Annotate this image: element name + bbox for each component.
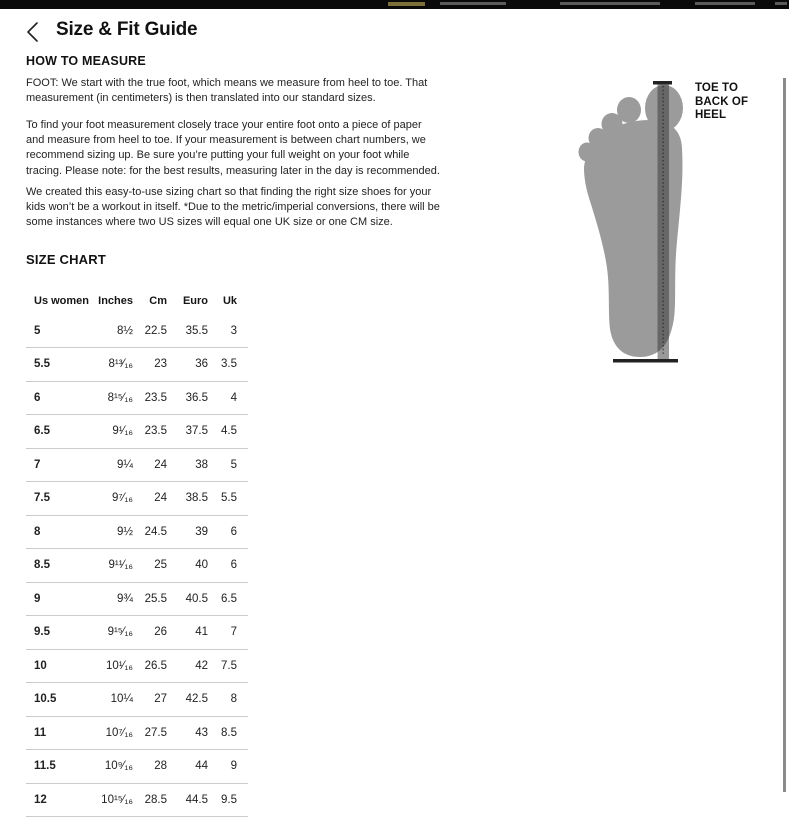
inches-cell: 10¹⁄₁₆ (92, 649, 133, 683)
inches-cell: 10⁷⁄₁₆ (92, 716, 133, 750)
us-women-cell: 9.5 (26, 616, 92, 650)
euro-cell: 40.5 (167, 582, 208, 616)
us-women-cell: 6.5 (26, 415, 92, 449)
size-chart-body (26, 314, 248, 817)
table-row (26, 616, 248, 650)
uk-cell: 5.5 (208, 482, 248, 516)
euro-cell: 36 (167, 348, 208, 382)
inches-cell: 9¹⁵⁄₁₆ (92, 616, 133, 650)
cm-cell: 25 (133, 549, 167, 583)
cm-cell: 26.5 (133, 649, 167, 683)
uk-cell: 9.5 (208, 783, 248, 817)
uk-cell: 4 (208, 381, 248, 415)
us-women-cell: 10 (26, 649, 92, 683)
us-women-cell: 11.5 (26, 750, 92, 784)
us-women-cell: 8.5 (26, 549, 92, 583)
euro-cell: 44 (167, 750, 208, 784)
inches-cell: 9¼ (92, 448, 133, 482)
inches-cell: 9½ (92, 515, 133, 549)
euro-cell: 38 (167, 448, 208, 482)
col-header-us-women: Us women (34, 295, 90, 307)
euro-cell: 42 (167, 649, 208, 683)
measure-paragraph-tracing: To find your foot measurement closely trace your entire foot onto a piece of paper and measure from heel to toe. If your measurement is between chart numbers, we recommend sizing up. Be sure you’re putting your full weight on your foot while tracing. Please note: for the best results, measuring later in the day is recommended. (26, 119, 440, 177)
uk-cell: 7.5 (208, 649, 248, 683)
inches-cell: 9¹⁄₁₆ (92, 415, 133, 449)
us-women-cell: 6 (26, 381, 92, 415)
us-women-cell: 5.5 (26, 348, 92, 382)
table-row (26, 482, 248, 516)
inches-cell: 9¹¹⁄₁₆ (92, 549, 133, 583)
how-to-measure-heading: HOW TO MEASURE (26, 54, 146, 68)
uk-cell: 6.5 (208, 582, 248, 616)
table-row (26, 582, 248, 616)
browser-top-strip (0, 0, 789, 9)
table-row (26, 549, 248, 583)
uk-cell: 6 (208, 515, 248, 549)
euro-cell: 42.5 (167, 683, 208, 717)
inches-cell: 10¹⁵⁄₁₆ (92, 783, 133, 817)
table-row (26, 716, 248, 750)
col-header-uk: Uk (222, 295, 237, 307)
table-row (26, 683, 248, 717)
table-row (26, 515, 248, 549)
inches-cell: 9¾ (92, 582, 133, 616)
cm-cell: 28 (133, 750, 167, 784)
euro-cell: 41 (167, 616, 208, 650)
foot-measurement-illustration (560, 60, 789, 370)
top-strip-badge (388, 2, 425, 6)
scrollbar-thumb[interactable] (783, 78, 786, 792)
table-row (26, 649, 248, 683)
back-button[interactable] (24, 20, 44, 44)
cm-cell: 24 (133, 482, 167, 516)
size-chart-header (26, 288, 248, 314)
cm-cell: 26 (133, 616, 167, 650)
inches-cell: 8½ (92, 314, 133, 348)
table-row (26, 448, 248, 482)
euro-cell: 40 (167, 549, 208, 583)
uk-cell: 3.5 (208, 348, 248, 382)
euro-cell: 43 (167, 716, 208, 750)
measure-paragraph-conversions: We created this easy-to-use sizing chart so that finding the right size shoes for your kids won’t be a workout in itself. *Due to the metric/imperial conversions, there will be some instances where two US sizes will equal one UK size or one CM size. (26, 186, 440, 229)
cm-cell: 28.5 (133, 783, 167, 817)
label-line: TOE TO (695, 82, 738, 94)
table-row (26, 348, 248, 382)
top-strip-text-fragment (440, 2, 506, 5)
table-row (26, 783, 248, 817)
cm-cell: 22.5 (133, 314, 167, 348)
uk-cell: 4.5 (208, 415, 248, 449)
cm-cell: 24.5 (133, 515, 167, 549)
col-header-inches: Inches (98, 295, 133, 307)
table-row (26, 750, 248, 784)
cm-cell: 23.5 (133, 381, 167, 415)
inches-cell: 10¼ (92, 683, 133, 717)
cm-cell: 24 (133, 448, 167, 482)
uk-cell: 5 (208, 448, 248, 482)
uk-cell: 3 (208, 314, 248, 348)
col-header-euro: Euro (182, 295, 208, 307)
us-women-cell: 5 (26, 314, 92, 348)
us-women-cell: 11 (26, 716, 92, 750)
top-strip-text-fragment (775, 2, 787, 5)
us-women-cell: 9 (26, 582, 92, 616)
us-women-cell: 10.5 (26, 683, 92, 717)
table-row (26, 415, 248, 449)
ruler-top-cap (653, 81, 672, 85)
inches-cell: 10⁹⁄₁₆ (92, 750, 133, 784)
euro-cell: 37.5 (167, 415, 208, 449)
uk-cell: 8.5 (208, 716, 248, 750)
ruler-bottom-cap (613, 359, 678, 363)
label-line: BACK OF (695, 95, 749, 108)
euro-cell: 36.5 (167, 381, 208, 415)
us-women-cell: 12 (26, 783, 92, 817)
cm-cell: 23 (133, 348, 167, 382)
uk-cell: 9 (208, 750, 248, 784)
label-line: HEEL (695, 109, 727, 121)
euro-cell: 38.5 (167, 482, 208, 516)
us-women-cell: 7 (26, 448, 92, 482)
euro-cell: 39 (167, 515, 208, 549)
euro-cell: 35.5 (167, 314, 208, 348)
inches-cell: 8¹³⁄₁₆ (92, 348, 133, 382)
euro-cell: 44.5 (167, 783, 208, 817)
table-row (26, 381, 248, 415)
chevron-left-icon (24, 20, 44, 44)
page-title: Size & Fit Guide (56, 19, 198, 40)
cm-cell: 27 (133, 683, 167, 717)
col-header-cm: Cm (149, 295, 167, 307)
uk-cell: 8 (208, 683, 248, 717)
top-strip-text-fragment (695, 2, 755, 5)
header-row (26, 288, 248, 314)
measure-paragraph-foot: FOOT: We start with the true foot, which means we measure from heel to toe. That measurement (in centimeters) is then translated into our standard sizes. (26, 77, 428, 105)
toe-to-heel-label (695, 82, 748, 123)
inches-cell: 9⁷⁄₁₆ (92, 482, 133, 516)
top-strip-text-fragment (560, 2, 660, 5)
table-row (26, 314, 248, 348)
us-women-cell: 8 (26, 515, 92, 549)
size-chart-heading: SIZE CHART (26, 252, 106, 267)
inches-cell: 8¹⁵⁄₁₆ (92, 381, 133, 415)
uk-cell: 7 (208, 616, 248, 650)
uk-cell: 6 (208, 549, 248, 583)
size-chart-table (26, 288, 248, 817)
cm-cell: 23.5 (133, 415, 167, 449)
cm-cell: 27.5 (133, 716, 167, 750)
cm-cell: 25.5 (133, 582, 167, 616)
us-women-cell: 7.5 (26, 482, 92, 516)
